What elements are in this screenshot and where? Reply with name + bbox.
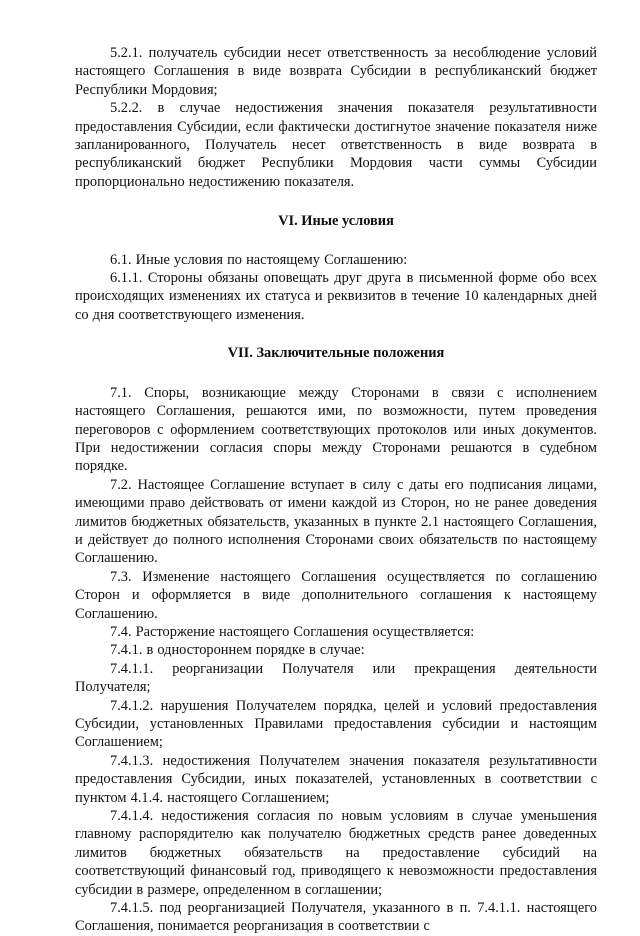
paragraph-7-4-1-1: 7.4.1.1. реорганизации Получателя или прекращения деятельности Получателя; bbox=[75, 660, 597, 696]
section-7-heading: VII. Заключительные положения bbox=[227, 345, 445, 362]
paragraph-7-4-1-3: 7.4.1.3. недостижения Получателем значения показателя результативности предоставления Субсидии, иных показателей, установленных в соответствии с пунктом 4.1.4. настоящего Соглашением; bbox=[75, 752, 597, 806]
section-6-heading: VI. Иные условия bbox=[278, 213, 394, 230]
paragraph-7-1: 7.1. Споры, возникающие между Сторонами в связи с исполнением настоящего Соглашения, решаются ими, по возможности, путем проведения переговоров с оформлением соответствующих протоколов или иных документов. При недостижении согласия споры между Сторонами решаются в судебном порядке. bbox=[75, 384, 597, 475]
paragraph-7-4-1-5: 7.4.1.5. под реорганизацией Получателя, указанного в п. 7.4.1.1. настоящего Соглашения, понимается реорганизация в соответствии с bbox=[75, 900, 597, 935]
paragraph-7-3: 7.3. Изменение настоящего Соглашения осуществляется по соглашению Сторон и оформляется в виде дополнительного соглашения к настоящему Соглашению. bbox=[75, 568, 597, 622]
paragraph-7-4: 7.4. Расторжение настоящего Соглашения осуществляется: bbox=[110, 623, 475, 640]
paragraph-5-2-2: 5.2.2. в случае недостижения значения показателя результативности предоставления Субсидии, если фактически достигнутое значение показателя ниже запланированного, Получатель несет ответственность в виде возврата в республиканский бюджет Республики Мордовия части суммы Субсидии пропорционально недостижению показателя. bbox=[75, 100, 597, 190]
document-page bbox=[75, 44, 597, 936]
paragraph-7-4-1-4: 7.4.1.4. недостижения согласия по новым условиям в случае уменьшения главному распорядителю как получателю бюджетных средств ранее доведенных лимитов бюджетных обязательств на предоставление субсидий на соответствующий финансовый год, приводящего к невозможности предоставления субсидии в размере, определенном в соглашении; bbox=[75, 808, 597, 898]
paragraph-7-4-1-2: 7.4.1.2. нарушения Получателем порядка, целей и условий предоставления Субсидии, установленных Правилами предоставления субсидии и настоящим Соглашением; bbox=[75, 697, 597, 751]
paragraph-7-4-1: 7.4.1. в одностороннем порядке в случае: bbox=[110, 642, 365, 659]
paragraph-6-1: 6.1. Иные условия по настоящему Соглашению: bbox=[110, 251, 408, 268]
paragraph-5-2-1: 5.2.1. получатель субсидии несет ответственность за несоблюдение условий настоящего Соглашения в виде возврата Субсидии в республиканский бюджет Республики Мордовия; bbox=[75, 45, 597, 98]
paragraph-7-2: 7.2. Настоящее Соглашение вступает в силу с даты его подписания лицами, имеющими право действовать от имени каждой из Сторон, но не ранее доведения лимитов бюджетных обязательств, указанных в пункте 2.1 настоящего Соглашения, и действует до полного исполнения Сторонами своих обязательств по настоящему Соглашению. bbox=[75, 476, 597, 567]
paragraph-6-1-1: 6.1.1. Стороны обязаны оповещать друг друга в письменной форме обо всех происходящих изменениях их статуса и реквизитов в течение 10 календарных дней со дня соответствующего изменения. bbox=[75, 270, 597, 323]
